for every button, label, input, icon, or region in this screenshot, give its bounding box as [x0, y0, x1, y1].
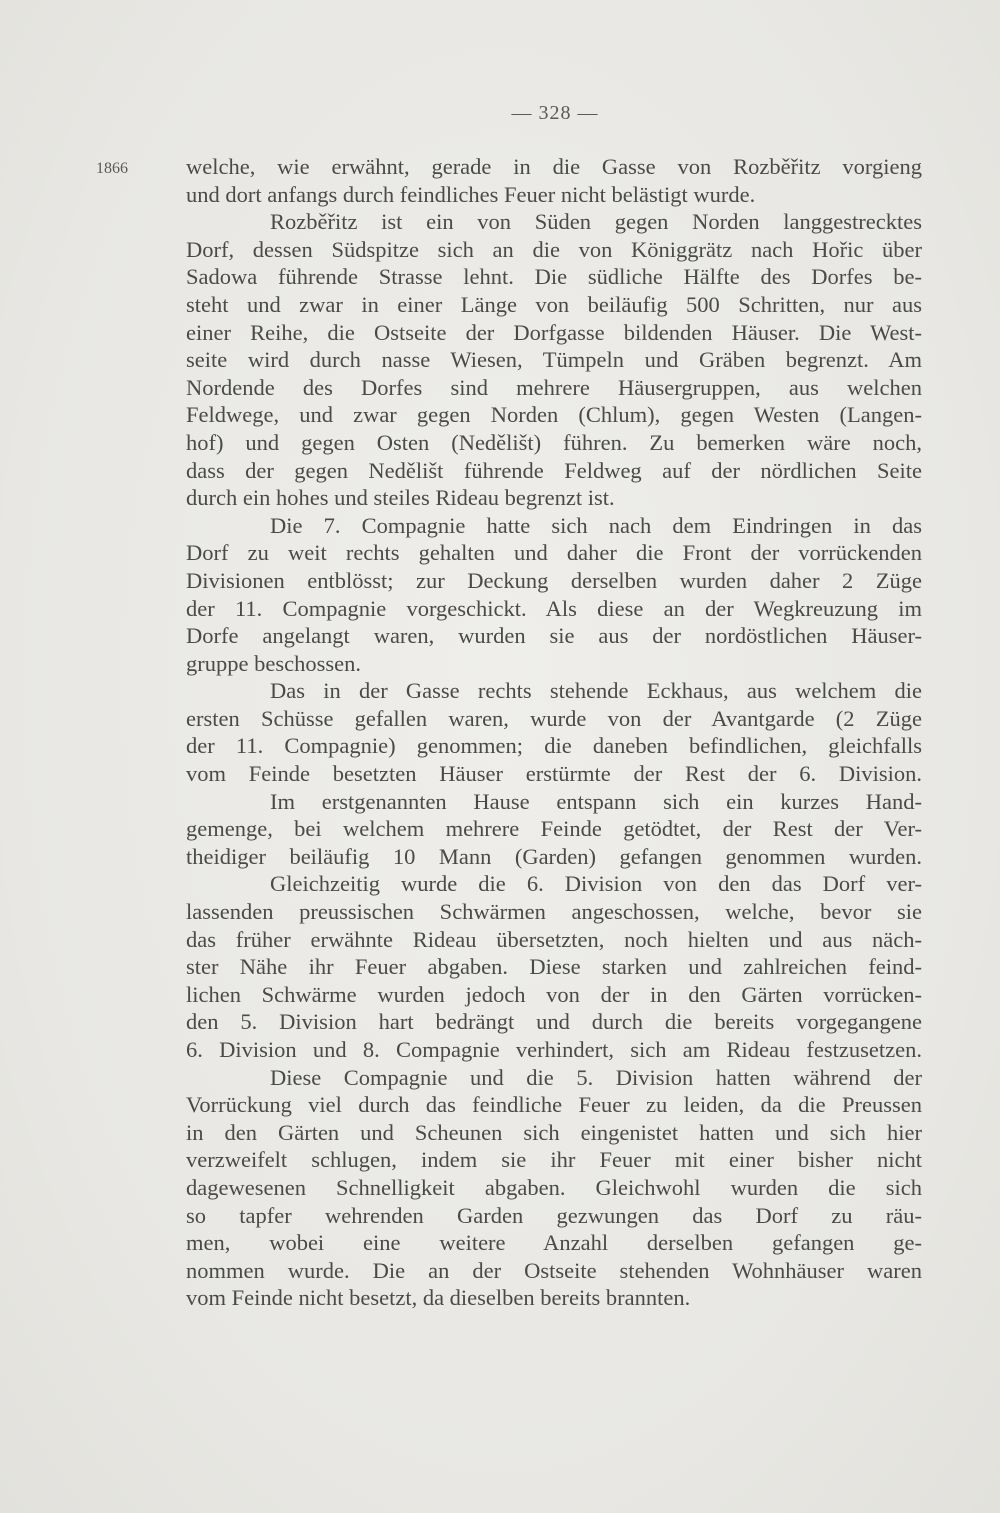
text-line: seite wird durch nasse Wiesen, Tümpeln und Gräben begrenzt. Am [186, 347, 922, 373]
text-line: Das in der Gasse rechts stehende Eckhaus, aus welchem die [270, 678, 922, 704]
text-line: der 11. Compagnie) genommen; die daneben befindlichen, gleichfalls [186, 733, 922, 759]
text-line: der 11. Compagnie vorgeschickt. Als diese an der Wegkreuzung im [186, 595, 922, 621]
page-number: — 328 — [511, 102, 599, 124]
text-line: ster Nähe ihr Feuer abgaben. Diese starken und zahlreichen feind- [186, 954, 922, 980]
text-line: und dort anfangs durch feindliches Feuer nicht belästigt wurde. [186, 181, 756, 207]
text-line: men, wobei eine weitere Anzahl derselben gefangen ge- [186, 1230, 922, 1256]
margin-year-note: 1866 [96, 160, 128, 177]
text-line: einer Reihe, die Ostseite der Dorfgasse bildenden Häuser. Die West- [186, 319, 922, 345]
text-line: ersten Schüsse gefallen waren, wurde von der Avantgarde (2 Züge [186, 705, 922, 731]
text-line: Dorf, dessen Südspitze sich an die von Königgrätz nach Hořic über [186, 236, 922, 262]
text-line: so tapfer wehrenden Garden gezwungen das Dorf zu räu- [186, 1202, 922, 1228]
text-line: durch ein hohes und steiles Rideau begrenzt ist. [186, 485, 615, 511]
text-line: dass der gegen Nedělišt führende Feldweg auf der nördlichen Seite [186, 457, 922, 483]
text-line: dagewesenen Schnelligkeit abgaben. Gleichwohl wurden die sich [186, 1174, 922, 1200]
text-line: lassenden preussischen Schwärmen angeschossen, welche, bevor sie [186, 899, 922, 925]
text-line: lichen Schwärme wurden jedoch von der in den Gärten vorrücken- [186, 981, 922, 1007]
text-line: Gleichzeitig wurde die 6. Division von den das Dorf ver- [270, 871, 922, 897]
text-line: Divisionen entblösst; zur Deckung derselben wurden daher 2 Züge [186, 567, 922, 593]
text-line: 6. Division und 8. Compagnie verhindert, sich am Rideau festzusetzen. [186, 1037, 922, 1062]
text-line: theidiger beiläufig 10 Mann (Garden) gefangen genommen wurden. [186, 843, 922, 869]
text-line: Im erstgenannten Hause entspann sich ein kurzes Hand- [270, 788, 922, 814]
text-line: in den Gärten und Scheunen sich eingenistet hatten und sich hier [186, 1119, 922, 1145]
text-line: Dorf zu weit rechts gehalten und daher die Front der vorrückenden [186, 540, 922, 566]
text-line: gemenge, bei welchem mehrere Feinde getödtet, der Rest der Ver- [186, 816, 922, 842]
text-line: den 5. Division hart bedrängt und durch die bereits vorgegangene [186, 1009, 922, 1035]
text-line: Feldwege, und zwar gegen Norden (Chlum), gegen Westen (Langen- [186, 402, 922, 428]
text-line: vom Feinde nicht besetzt, da dieselben bereits brannten. [186, 1285, 691, 1311]
text-line: Die 7. Compagnie hatte sich nach dem Eindringen in das [270, 512, 922, 538]
text-line: das früher erwähnte Rideau übersetzten, noch hielten und aus näch- [186, 926, 922, 952]
text-line: Rozběřitz ist ein von Süden gegen Norden langgestrecktes [270, 209, 922, 235]
text-line: nommen wurde. Die an der Ostseite stehenden Wohnhäuser waren [186, 1257, 922, 1283]
text-line: vom Feinde besetzten Häuser erstürmte der Rest der 6. Division. [186, 761, 922, 787]
text-line: verzweifelt schlugen, indem sie ihr Feuer mit einer bisher nicht [186, 1147, 922, 1173]
text-line: Vorrückung viel durch das feindliche Feuer zu leiden, da die Preussen [186, 1092, 922, 1118]
text-line: hof) und gegen Osten (Nedělišt) führen. Zu bemerken wäre noch, [186, 429, 922, 455]
text-line: gruppe beschossen. [186, 650, 361, 676]
text-line: Sadowa führende Strasse lehnt. Die südliche Hälfte des Dorfes be- [186, 264, 922, 290]
text-line: Diese Compagnie und die 5. Division hatten während der [270, 1064, 922, 1090]
text-line: steht und zwar in einer Länge von beiläufig 500 Schritten, nur aus [186, 291, 922, 317]
text-line: Dorfe angelangt waren, wurden sie aus der nordöstlichen Häuser- [186, 623, 922, 649]
body-text [186, 153, 922, 1312]
text-line: welche, wie erwähnt, gerade in die Gasse von Rozběřitz vorgieng [186, 154, 922, 179]
text-line: Nordende des Dorfes sind mehrere Häusergruppen, aus welchen [186, 374, 922, 400]
